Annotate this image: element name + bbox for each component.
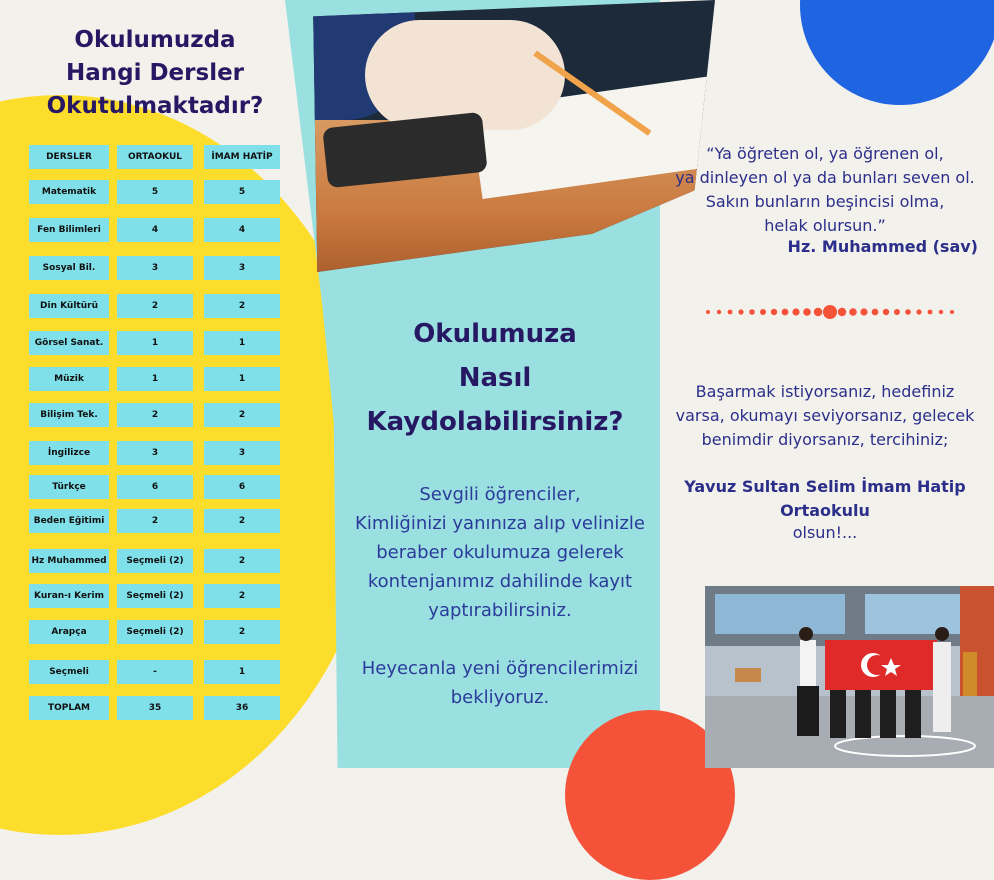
table-total-imam-hatip: 36 — [204, 696, 280, 720]
table-header-imam-hatip: İMAM HATİP — [204, 145, 280, 169]
table-row-imam-hatip: 2 — [204, 403, 280, 427]
para-line: beraber okulumuza gelerek — [376, 542, 624, 563]
table-row-ortaokul: 1 — [117, 367, 193, 391]
quote-line: Sakın bunların beşincisi olma, — [705, 192, 945, 211]
table-row-subject: Beden Eğitimi — [29, 509, 109, 533]
table-row-subject: İngilizce — [29, 441, 109, 465]
registration-heading-line-2: Nasıl — [458, 363, 532, 393]
registration-heading-line-3: Kaydolabilirsiniz? — [366, 407, 624, 437]
table-row-subject: Hz Muhammed — [29, 549, 109, 573]
table-row-ortaokul: 6 — [117, 475, 193, 499]
para-line: kontenjanımız dahilinde kayıt — [367, 571, 633, 592]
quote-author: Hz. Muhammed (sav) — [787, 237, 978, 256]
table-row-imam-hatip: 4 — [204, 218, 280, 242]
table-header-dersler: DERSLER — [29, 145, 109, 169]
para-line: bekliyoruz. — [450, 687, 550, 708]
table-row-imam-hatip: 3 — [204, 256, 280, 280]
table-row-imam-hatip: 1 — [204, 367, 280, 391]
table-row-subject: Müzik — [29, 367, 109, 391]
hadith-quote — [665, 142, 985, 238]
motto-line: varsa, okumayı seviyorsanız, gelecek — [675, 406, 975, 425]
quote-line: helak olursun.” — [764, 216, 886, 235]
students-with-turkish-flag-photo — [705, 586, 994, 768]
table-heading-line-3: Okutulmaktadır? — [46, 93, 264, 119]
table-row-ortaokul: - — [117, 660, 193, 684]
registration-heading-line-1: Okulumuza — [413, 319, 577, 349]
table-heading — [20, 24, 290, 123]
table-row-imam-hatip: 2 — [204, 584, 280, 608]
quote-line: “Ya öğreten ol, ya öğrenen ol, — [706, 144, 944, 163]
table-row-imam-hatip: 2 — [204, 549, 280, 573]
table-total-ortaokul: 35 — [117, 696, 193, 720]
para-line: Heyecanla yeni öğrencilerimizi — [361, 658, 639, 679]
table-row-subject: Fen Bilimleri — [29, 218, 109, 242]
table-row-subject: Türkçe — [29, 475, 109, 499]
table-row-imam-hatip: 2 — [204, 620, 280, 644]
table-row-subject: Sosyal Bil. — [29, 256, 109, 280]
table-heading-line-1: Okulumuzda — [74, 27, 236, 53]
para-line: Kimliğinizi yanınıza alıp velinizle — [355, 513, 645, 534]
motto-line: Başarmak istiyorsanız, hedefiniz — [695, 382, 955, 401]
table-row-ortaokul: Seçmeli (2) — [117, 620, 193, 644]
table-row-subject: Seçmeli — [29, 660, 109, 684]
table-row-subject: Din Kültürü — [29, 294, 109, 318]
table-row-imam-hatip: 6 — [204, 475, 280, 499]
table-row-ortaokul: Seçmeli (2) — [117, 584, 193, 608]
table-header-ortaokul: ORTAOKUL — [117, 145, 193, 169]
table-row-ortaokul: 1 — [117, 331, 193, 355]
registration-heading — [345, 312, 645, 444]
table-row-subject: Kuran-ı Kerim — [29, 584, 109, 608]
table-row-ortaokul: Seçmeli (2) — [117, 549, 193, 573]
para-line: Sevgili öğrenciler, — [419, 484, 581, 505]
table-row-subject: Matematik — [29, 180, 109, 204]
table-row-ortaokul: 3 — [117, 441, 193, 465]
table-row-ortaokul: 3 — [117, 256, 193, 280]
table-row-subject: Arapça — [29, 620, 109, 644]
para-line: yaptırabilirsiniz. — [428, 600, 572, 621]
school-name — [665, 475, 985, 523]
table-row-ortaokul: 5 — [117, 180, 193, 204]
table-row-ortaokul: 2 — [117, 509, 193, 533]
table-row-imam-hatip: 1 — [204, 660, 280, 684]
school-name-line-2: Ortaokulu — [780, 501, 870, 520]
table-row-imam-hatip: 5 — [204, 180, 280, 204]
table-heading-line-2: Hangi Dersler — [65, 60, 245, 86]
table-row-subject: Bilişim Tek. — [29, 403, 109, 427]
quote-line: ya dinleyen ol ya da bunları seven ol. — [675, 168, 975, 187]
dotted-divider — [705, 304, 955, 320]
motto-text — [665, 380, 985, 452]
registration-paragraph — [335, 480, 665, 712]
table-total-label: TOPLAM — [29, 696, 109, 720]
table-row-imam-hatip: 2 — [204, 294, 280, 318]
school-name-line-1: Yavuz Sultan Selim İmam Hatip — [684, 477, 966, 496]
blue-circle-shape — [800, 0, 994, 105]
closing-text: olsun!... — [792, 523, 858, 542]
table-row-imam-hatip: 2 — [204, 509, 280, 533]
table-row-subject: Görsel Sanat. — [29, 331, 109, 355]
table-row-ortaokul: 4 — [117, 218, 193, 242]
motto-line: benimdir diyorsanız, tercihiniz; — [701, 430, 949, 449]
table-row-imam-hatip: 3 — [204, 441, 280, 465]
table-row-ortaokul: 2 — [117, 294, 193, 318]
table-row-imam-hatip: 1 — [204, 331, 280, 355]
table-row-ortaokul: 2 — [117, 403, 193, 427]
